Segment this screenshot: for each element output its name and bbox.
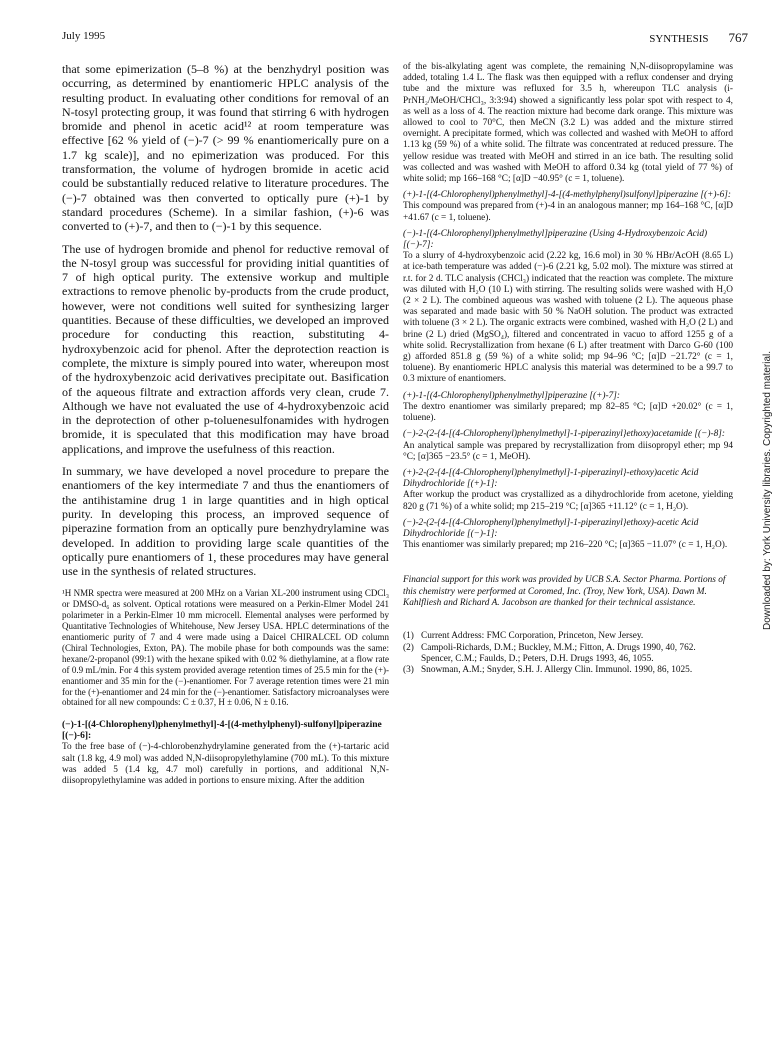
reference-item: (1) Current Address: FMC Corporation, Princeton, New Jersey. bbox=[403, 631, 644, 642]
reference-item: (3) Snowman, A.M.; Snyder, S.H. J. Allergy Clin. Immunol. 1990, 86, 1025. bbox=[403, 665, 693, 676]
procedure-plus-1: After workup the product was crystallized as a dihydrochloride from acetone, yielding 820 g (71 %) of a white solid; mp 215–219 °C; [α]365 +11.12° (c = 1, H₂O). bbox=[403, 490, 733, 512]
procedure-plus-7: The dextro enantiomer was similarly prepared; mp 82–85 °C; [α]D +20.02° (c = 1, toluene). bbox=[403, 401, 733, 424]
body-paragraph-3: In summary, we have developed a novel procedure to prepare the enantiomers of the key intermediate 7 and thus the enantiomers of the antihistamine drug 1 in large quantities and in high optical purity. In developing this process, an improved sequence of piperazine formation from an optically pure benzhydrylamine was developed. In addition to providing large scale quantities of the optically pure enantiomers of 1, these procedures may have general use in the synthesis of related structures. bbox=[62, 464, 389, 579]
acknowledgements: Financial support for this work was provided by UCB S.A. Sector Pharma. Portions of this chemistry were performed at Coromed, Inc. (Troy, New York, USA). Dawn M. Kahlfliesh and Richard A. Jacobson are thanked for their technical assistance. bbox=[403, 575, 726, 608]
procedure-continued: of the bis-alkylating agent was complete, the remaining N,N-diisopropylamine was added, totaling 1.4 L. The flask was then equipped with a reflux condenser and drying tube and the mixture was refluxed for 3.5 h, whereupon TLC analysis (i-PrNH₂/MeOH/CHCl₃, 3:3:94) showed a significantly less polar spot with respect to 4, as well as a loss of 4. The reaction mixture had become dark orange. This mixture was allowed to cool to 70°C, then MeCN (3.2 L) was added and the mixture stirred overnight. A precipitate formed, which was collected and washed with MeOH to afford 1.13 kg (59 %) of a white solid. The filtrate was concentrated at reduced pressure. The yellow residue was treated with MeOH and stirred in an ice bath. The resulting solid was collected and was washed with MeOH to afford 0.34 kg (total yield of 77 %) of white solid; mp 166–168 °C; [α]D −40.95° (c = 1, toluene). bbox=[403, 62, 733, 185]
body-paragraph-1: that some epimerization (5–8 %) at the benzhydryl position was occurring, as determined by enantiomeric HPLC analysis of the resulting product. In evaluating other conditions for removal of an N-tosyl protecting group, it was found that stirring 6 with hydrogen bromide and phenol in acetic acid¹² at room temperature was effective [62 % yield of (−)-7 (> 99 % enantiomerically pure on a 1.7 kg scale)], and no epimerization was produced. For this transformation, the volume of hydrogen bromide in acetic acid could be substantially reduced relative to literature procedures. The (−)-7 obtained was then converted to optically pure (+)-1 by standard procedures (Scheme). In a similar fashion, (+)-6 was converted to (+)-7, and then to (−)-1 by this sequence. bbox=[62, 62, 389, 234]
compound-heading-minus-7: (−)-1-[(4-Chlorophenyl)phenylmethyl]piperazine (Using 4-Hydroxybenzoic Acid) [(−)-7]: bbox=[403, 228, 708, 251]
compound-heading-plus-1: (+)-2-(2-{4-[(4-Chlorophenyl)phenylmethyl]-1-piperazinyl}-ethoxy)acetic Acid Dihydrochloride [(+)-1]: bbox=[403, 467, 699, 490]
compound-heading-minus-1: (−)-2-(2-{4-[(4-Chlorophenyl)phenylmethyl]-1-piperazinyl}ethoxy)-acetic Acid Dihydrochloride [(−)-1]: bbox=[403, 517, 699, 539]
body-paragraph-2: The use of hydrogen bromide and phenol for reductive removal of the N-tosyl group was successful for providing initial quantities of 7 of high optical purity. The extensive workup and multiple extractions to remove phenolic by-products from the crude product, however, were not conditions well suited for synthesizing larger quantities. Because of these difficulties, we developed an improved procedure for conducting this reaction, substituting 4-hydroxybenzoic acid for phenol. After the deprotection reaction is complete, the mixture is simply poured into water, whereupon most of the hydroxybenzoic acid derivatives precipitate out. Basification of the aqueous filtrate and extraction affords very clean, crude 7. Although we have not evaluated the use of 4-hydroxybenzoic acid in the deprotection of other p-toluenesulfonamides with hydrogen bromide, it is speculated that this modification may have broad applications, and improve the usefulness of this reaction. bbox=[62, 241, 389, 456]
procedure-minus-1: This enantiomer was similarly prepared; mp 216–220 °C; [α]365 −11.07° (c = 1, H₂O). bbox=[403, 540, 728, 551]
compound-heading-minus-8: (−)-2-(2-{4-[(4-Chlorophenyl)phenylmethyl]-1-piperazinyl}ethoxy)acetamide [(−)-8]: bbox=[403, 429, 725, 440]
running-header-date: July 1995 bbox=[62, 30, 106, 42]
reference-item: Spencer, C.M.; Faulds, D.; Peters, D.H. Drugs 1993, 46, 1055. bbox=[421, 653, 654, 664]
experimental-footnote: ¹H NMR spectra were measured at 200 MHz on a Varian XL-200 instrument using CDCl₃ or DMSO-d₆ as solvent. Optical rotations were measured on a Perkin-Elmer Model 241 polarimeter in a Perkin-Elmer 10 mm microcell. Elemental analyses were performed by Quantitative Technologies of Whitehouse, New Jersey USA. HPLC determinations of the enantiomeric purity of 7 and 4 were made using a Daicel CHIRALCEL OD column (Chiral Technologies, Exton, PA). The mobile phase for both compounds was the same: hexane/2-propanol (99:1) with the hexane spiked with 0.02 % diethylamine, at a flow rate of 0.9 mL/min. For 4 this system provided average retention times of 25.5 min for the (+)-enantiomer and 35 min for the (−)-enantiomer. For 7 average retention times were 21 min for the (+)-enantiomer and 24 min for the (−)-enantiomer. Satisfactory microanalyses were obtained for all new compounds: C ± 0.37, H ± 0.06, N ± 0.16. bbox=[62, 588, 389, 708]
compound-heading-plus-6: (+)-1-[(4-Chlorophenyl)phenylmethyl]-4-[(4-methylphenyl)sulfonyl]piperazine [(+)-6]: bbox=[403, 190, 731, 201]
compound-heading-minus-6: (−)-1-[(4-Chlorophenyl)phenylmethyl]-4-[(4-methylphenyl)-sulfonyl]piperazine [(−)-6]: bbox=[62, 720, 382, 742]
journal-name: SYNTHESIS bbox=[649, 33, 709, 45]
page-number: 767 bbox=[728, 30, 748, 45]
procedure-minus-8: An analytical sample was prepared by recrystallization from diisopropyl ether; mp 94 °C; [α]365 −23.5° (c = 1, MeOH). bbox=[403, 440, 733, 462]
reference-item: (2) Campoli-Richards, D.M.; Buckley, M.M.; Fitton, A. Drugs 1990, 40, 762. bbox=[403, 642, 696, 653]
references-list bbox=[403, 631, 733, 676]
procedure-plus-6: This compound was prepared from (+)-4 in an analogous manner; mp 164–168 °C, [α]D +41.67 (c = 1, toluene). bbox=[403, 201, 733, 223]
procedure-minus-7: To a slurry of 4-hydroxybenzoic acid (2.22 kg, 16.6 mol) in 30 % HBr/AcOH (8.65 L) at ice-bath temperature was added (−)-6 (2.21 kg, 5.02 mol). The mixture was stirred at r.t. for 2 d. TLC analysis (CHCl₃) indicated that the reaction was complete. The mixture was diluted with H₂O (10 L) with stirring. The resulting solids were washed with H₂O (2 × 2 L). The combined aqueous was washed with toluene (2 L). The aqueous phase was separated and made basic with 50 % NaOH solution. The product was extracted with toluene (3 × 2 L). The organic extracts were combined, washed with H₂O (2 L) and brine (2 L) dried (MgSO₄), filtered and concentrated in vacuo to afford 1255 g of a white solid. Recrystallization from hexane (6 L) after treatment with Darco G-60 (100 g) afforded 851.8 g (59 %) of a white solid; mp 94–96 °C; [α]D −21.72° (c = 1, toluene). By enantiomeric HPLC analysis this material was determined to be a 99.7 to 0.3 mixture of enantiomers. bbox=[403, 251, 733, 385]
compound-heading-plus-7: (+)-1-[(4-Chlorophenyl)phenylmethyl]piperazine [(+)-7]: bbox=[403, 390, 620, 401]
procedure-minus-6: To the free base of (−)-4-chlorobenzhydrylamine generated from the (+)-tartaric acid salt (1.8 kg, 4.9 mol) was added N,N-diisopropylethylamine (700 mL). To this mixture was added 5 (1.4 kg, 4.7 mol) carefully in portions, and additional N,N-diisopropylethylamine was added in portions to ensure mixing. After the addition bbox=[62, 742, 389, 786]
right-column bbox=[403, 62, 733, 676]
download-watermark: Downloaded by: York University libraries. Copyrighted material. bbox=[762, 350, 773, 630]
left-column bbox=[62, 62, 389, 787]
running-header-right bbox=[649, 30, 748, 46]
